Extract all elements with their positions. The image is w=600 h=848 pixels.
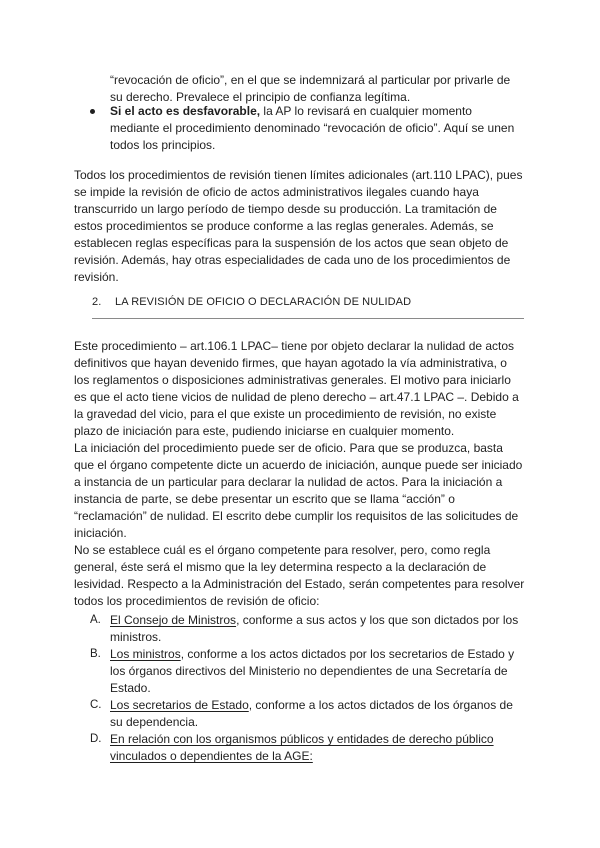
bullet-dot <box>90 109 95 114</box>
list-item-c-line-2: su dependencia. <box>110 715 199 729</box>
list-marker-c: C. <box>90 699 102 711</box>
para2-line: iniciación. <box>74 526 127 540</box>
para1-line: revisión. <box>74 270 119 284</box>
list-marker-a: A. <box>90 614 101 626</box>
list-item-d-term-cont: vinculados o dependientes de la AGE: <box>110 749 313 763</box>
list-marker-b: B. <box>90 648 101 660</box>
para1-line: se impide la revisión de oficio de actos administrativos ilegales cuando haya <box>74 185 479 199</box>
list-item-c-term: Los secretarios de Estado <box>110 698 249 712</box>
list-item-a-term: El Consejo de Ministros <box>110 613 237 627</box>
section-divider <box>92 318 524 319</box>
para2-line: La iniciación del procedimiento puede ser de oficio. Para que se produzca, basta <box>74 441 503 455</box>
para2-line: instancia de parte, se debe presentar un escrito que se llama “acción” o <box>74 492 455 506</box>
para2-line: No se establece cuál es el órgano competente para resolver, pero, como regla <box>74 543 491 557</box>
para2-line: lesividad. Respecto a la Administración del Estado, serán competentes para resolver <box>74 577 525 591</box>
list-item-b-term: Los ministros <box>110 647 181 661</box>
list-item-d-term: En relación con los organismos públicos y entidades de derecho público <box>110 732 494 746</box>
list-item-a-rest: , conforme a sus actos y los que son dictados por los <box>236 613 519 627</box>
list-item-a-line-2: ministros. <box>110 630 162 644</box>
bullet-1-line-1: “revocación de oficio”, en el que se indemnizará al particular por privarle de <box>110 73 511 87</box>
para1-line: revisión. Además, hay otras especialidades de cada uno de los procedimientos de <box>74 253 511 267</box>
para1-line: estos procedimientos se produce conforme a las reglas generales. Además, se <box>74 219 494 233</box>
para2-line: los reglamentos o disposiciones administrativas generales. El motivo para iniciarlo <box>74 373 511 387</box>
list-item-d-line-1 <box>110 731 494 748</box>
para2-line: plazo de iniciación para este, pudiendo iniciarse en cualquier momento. <box>74 424 455 438</box>
para2-line: a instancia de un particular para declarar la nulidad de actos. Para la iniciación a <box>74 475 503 489</box>
para1-line: transcurrido un largo período de tiempo desde su producción. La tramitación de <box>74 202 497 216</box>
list-item-c-line-1 <box>110 697 513 714</box>
para2-line: “reclamación” de nulidad. El escrito debe cumplir los requisitos de las solicitudes de <box>74 509 519 523</box>
list-item-a-line-1 <box>110 612 518 629</box>
para2-line: la gravedad del vicio, para el que existe un procedimiento de revisión, no existe <box>74 407 497 421</box>
para2-line: definitivos que hayan devenido firmes, que hayan agotado la vía administrativa, o <box>74 356 507 370</box>
para2-line: Este procedimiento – art.106.1 LPAC– tiene por objeto declarar la nulidad de actos <box>74 339 515 353</box>
list-item-b-line-2: los órganos directivos del Ministerio no dependientes de una Secretaría de <box>110 664 508 678</box>
section-number: 2. <box>92 296 102 308</box>
list-marker-d: D. <box>90 733 102 745</box>
bullet-2-bold-lead: Si el acto es desfavorable, <box>110 104 261 118</box>
para2-line: todos los procedimientos de revisión de oficio: <box>74 594 320 608</box>
para1-line: Todos los procedimientos de revisión tienen límites adicionales (art.110 LPAC), pues <box>74 168 523 182</box>
para2-line: es que el acto tiene vicios de nulidad de pleno derecho – art.47.1 LPAC –. Debido a <box>74 390 519 404</box>
list-item-b-rest: , conforme a los actos dictados por los secretarios de Estado y <box>180 647 515 661</box>
bullet-2-line-1 <box>110 103 472 120</box>
section-title: LA REVISIÓN DE OFICIO O DECLARACIÓN DE NULIDAD <box>115 296 412 308</box>
bullet-2-line-3: todos los principios. <box>110 138 216 152</box>
bullet-2-line-2: mediante el procedimiento denominado “revocación de oficio”. Aquí se unen <box>110 121 515 135</box>
bullet-2-rest: la AP lo revisará en cualquier momento <box>260 104 472 118</box>
para1-line: establecen reglas específicas para la suspensión de los actos que sean objeto de <box>74 236 509 250</box>
list-item-b-line-3: Estado. <box>110 681 151 695</box>
list-item-b-line-1 <box>110 646 514 663</box>
para2-line: general, éste será el mismo que la ley determina respecto a la declaración de <box>74 560 487 574</box>
list-item-d-line-2 <box>110 748 313 765</box>
bullet-1-line-2: su derecho. Prevalece el principio de confianza legítima. <box>110 90 411 104</box>
list-item-c-rest: , conforme a los actos dictados de los órganos de <box>248 698 513 712</box>
para2-line: que el órgano competente dicte un acuerdo de iniciación, aunque puede ser iniciado <box>74 458 523 472</box>
